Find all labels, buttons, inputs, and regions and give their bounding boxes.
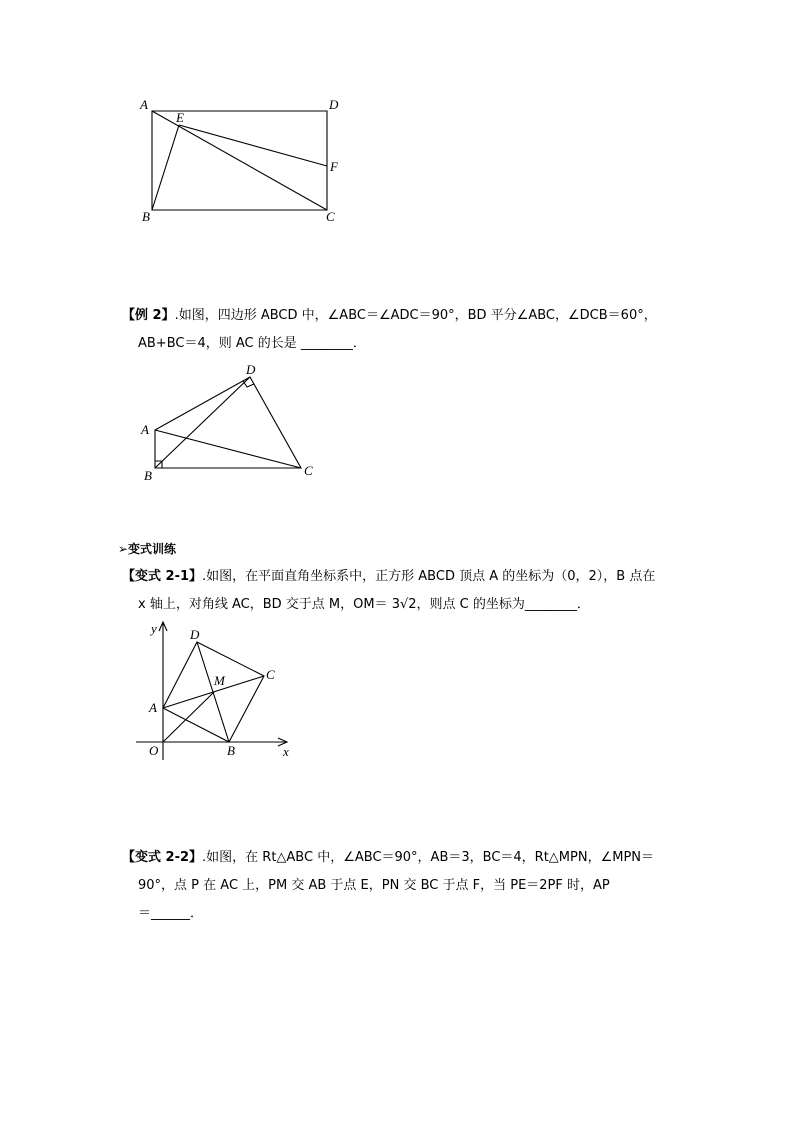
label-a: A	[149, 700, 157, 715]
diagonal-ac	[155, 430, 301, 468]
label-a: A	[141, 422, 149, 437]
label-a: A	[140, 97, 148, 112]
label-d: D	[190, 627, 200, 642]
label-o: O	[149, 743, 159, 758]
variant-2-2-problem	[122, 844, 702, 928]
variant-2-2-line-2: 90°，点 P 在 AC 上，PM 交 AB 于点 E，PN 交 BC 于点 F，当 PE＝2PF 时，AP	[138, 878, 610, 893]
example-2-line-2: AB+BC＝4，则 AC 的长是 ________．	[138, 336, 366, 351]
label-d: D	[246, 362, 256, 377]
variant-2-1-label: 【变式 2-1】	[122, 569, 203, 584]
variant-2-1-line-2: x 轴上，对角线 AC，BD 交于点 M，OM＝ 3√2，则点 C 的坐标为________．	[138, 597, 590, 612]
label-d: D	[329, 97, 339, 112]
label-m: M	[214, 673, 225, 688]
section-title: ➢变式训练	[118, 542, 177, 556]
segment-ef	[179, 125, 327, 166]
quadrilateral-abcd	[155, 377, 301, 468]
label-x: x	[283, 744, 289, 759]
variant-2-2-line-3: ＝______．	[138, 906, 204, 921]
label-b: B	[144, 468, 152, 483]
variant-2-2-label: 【变式 2-2】	[122, 850, 203, 865]
label-c: C	[304, 463, 313, 478]
diagonal-bd	[197, 642, 229, 742]
label-e: E	[176, 110, 184, 125]
example-2-problem	[122, 302, 702, 358]
variant-2-1-line-1: 【变式 2-1】.如图，在平面直角坐标系中，正方形 ABCD 顶点 A 的坐标为（0，2），B 点在	[122, 569, 656, 584]
label-c: C	[266, 667, 275, 682]
label-c: C	[326, 209, 335, 224]
label-y: y	[151, 621, 157, 636]
figure-coordinate-square	[130, 615, 310, 765]
figure-rectangle-abcd	[130, 90, 360, 230]
variant-2-1-problem	[122, 563, 702, 619]
label-b: B	[142, 209, 150, 224]
example-2-label: 【例 2】	[122, 308, 175, 323]
label-b: B	[227, 743, 235, 758]
segment-be	[152, 125, 179, 210]
variant-2-2-line-1: 【变式 2-2】.如图，在 Rt△ABC 中，∠ABC＝90°，AB＝3，BC＝4，Rt△MPN，∠MPN＝	[122, 850, 655, 865]
label-f: F	[330, 159, 338, 174]
figure-quadrilateral-abcd	[130, 360, 330, 485]
example-2-line-1: 【例 2】.如图，四边形 ABCD 中，∠ABC＝∠ADC＝90°，BD 平分∠ABC，∠DCB＝60°，	[122, 308, 657, 323]
